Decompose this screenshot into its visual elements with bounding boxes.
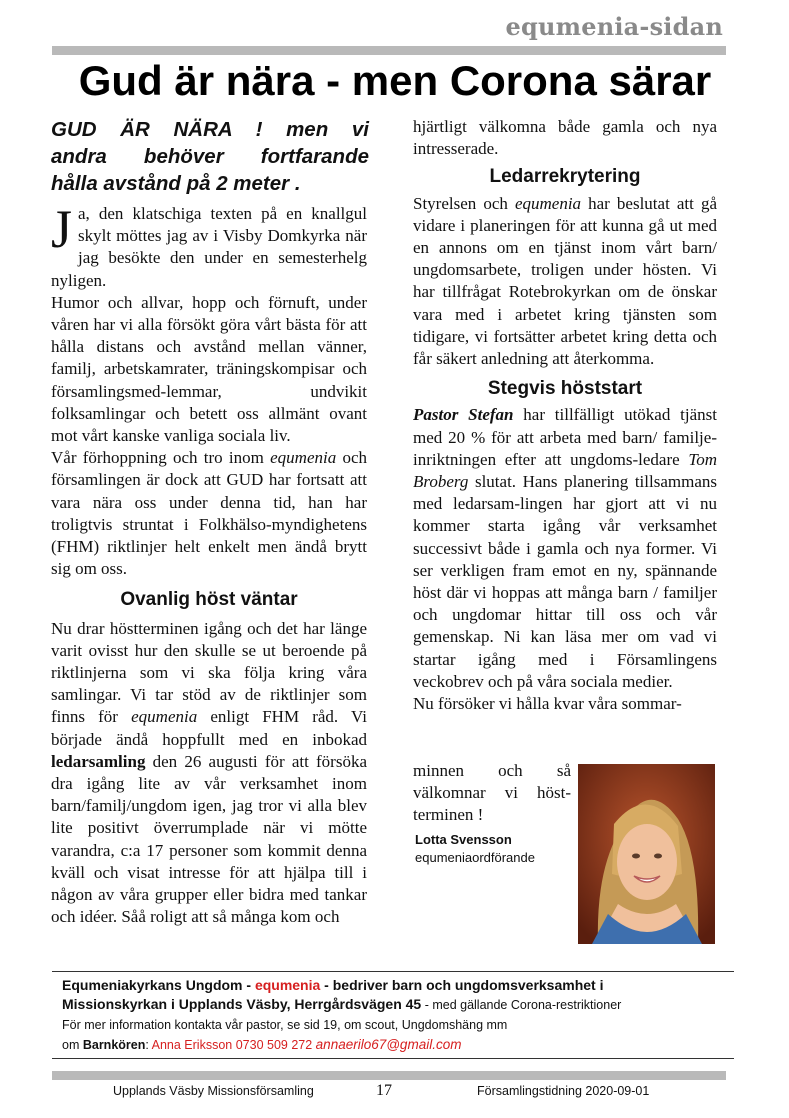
portrait-photo <box>578 764 715 944</box>
footer-line-2: Missionskyrkan i Upplands Väsby, Herrgårdsvägen 45 - med gällande Corona-restriktioner <box>62 996 622 1012</box>
header-divider <box>52 46 726 55</box>
subheading-ledarrekrytering: Ledarrekrytering <box>489 166 641 188</box>
intro-line: GUD ÄR NÄRA ! men vi <box>51 118 369 141</box>
paragraph: Humor och allvar, hopp och förnuft, under våren har vi alla försökt göra vårt bästa för att hålla distans och avstånd mellan vänner, familj, arbetskamrater, träningskompisar och församlingsmed-lemmar, undvikit folksamlingar och betett oss allmänt ovant mot vårt kanske vanliga sociala liv. <box>51 292 367 446</box>
footer-rule-top <box>52 971 734 972</box>
paragraph: Vår förhoppning och tro inom equmenia och församlingen är dock att GUD har fortsatt att vara nära oss under denna tid, han har troligtvis struntat i Folkhälso-myndighetens (FHM) riktlinjer helt enkelt men ändå brytt sig om oss. <box>51 448 368 579</box>
right-column <box>413 116 717 715</box>
paragraph: Nu försöker vi hålla kvar våra sommar- <box>413 694 682 714</box>
intro-line: andra behöver fortfarande <box>51 145 369 168</box>
footer-info <box>62 976 734 1055</box>
section-tag: equmenia-sidan <box>505 12 723 41</box>
closing-text: minnen och så välkomnar vi höst-terminen ! <box>413 761 571 824</box>
footer-divider <box>52 1071 726 1080</box>
signature-name: Lotta Svensson <box>415 832 512 847</box>
subheading-ovanlig: Ovanlig höst väntar <box>120 589 298 611</box>
paragraph: Pastor Stefan har tillfälligt utökad tjänst med 20 % för att arbeta med barn/ familje-inriktningen efter att ungdoms-ledare Tom Broberg slutat. Hans planering tillsammans med ledarsam-lingen har gjort att vi nu kommer starta igång vår verksamhet successivt både i gamla och nya former. Vi ser verkligen fram emot en ny, spännande höst där vi hoppas att många barn / familjer och ungdomar hittar till oss och vår gemenskap. Ni kan läsa mer om vad vi startar igång med i Församlingens veckobrev och på våra sociala medier. <box>413 405 717 691</box>
paragraph: Styrelsen och equmenia har beslutat att gå vidare i planeringen för att kunna gå ut med en annons om en tjänst inom vårt barn/ ungdomsarbete, troligen under hösten. Vi har tillfrågat Rotebrokyrkan om de önskar vara med i arbetet kring tjänsten som tidigare, vi fortsätter arbetet kring detta och får säkert anledning att återkomma. <box>413 193 717 369</box>
intro-line: hålla avstånd på 2 meter . <box>51 172 301 195</box>
footer-publisher: Upplands Väsby Missionsförsamling <box>113 1084 314 1098</box>
email-link[interactable]: annaerilo67@gmail.com <box>315 1037 462 1052</box>
paragraph: Nu drar höstterminen igång och det har länge varit ovisst hur den skulle se ut beroende på riktlinjerna som vi ska följa kring våra samlingar. Vi tar stöd av de riktlinjer som finns för equmenia enligt FHM råd. Vi började ändå hoppfullt med en inbokad ledarsamling den 26 augusti för att försöka dra igång lite av vår verksamhet inom barn/familj/ungdom igen, jag tror vi alla blev lite positivt överrumplade när vi mötte varandra, c:a 17 personer som kommit denna kväll och visat intresse för att hjälpa till i någon av våra grupper eller bidra med tankar och idéer. Såå roligt att så många kom och <box>51 618 367 927</box>
signature-role: equmeniaordförande <box>415 850 535 865</box>
subheading-stegvis: Stegvis höststart <box>487 378 643 400</box>
footer-line-1: Equmeniakyrkans Ungdom - equmenia - bedriver barn och ungdomsverksamhet i <box>62 977 604 993</box>
page-number: 17 <box>376 1082 392 1099</box>
intro-lead <box>51 116 369 197</box>
footer-line-4: om Barnkören: Anna Eriksson 0730 509 272 annaerilo67@gmail.com <box>62 1037 462 1052</box>
footer-line-3: För mer information kontakta vår pastor, se sid 19, om scout, Ungdomshäng mm <box>62 1018 508 1032</box>
paragraph: Ja, den klatschiga texten på en knallgul skylt möttes jag av i Visby Domkyrka när jag besökte den under en semesterhelg nyligen. <box>51 199 367 290</box>
drop-cap: J <box>51 199 73 259</box>
footer-issue: Församlingstidning 2020-09-01 <box>477 1084 650 1098</box>
footer-rule-bottom <box>52 1058 734 1059</box>
left-column <box>51 199 368 929</box>
paragraph: hjärtligt välkomna både gamla och nya intresserade. <box>413 117 717 159</box>
page-headline: Gud är nära - men Corona särar <box>78 57 712 104</box>
